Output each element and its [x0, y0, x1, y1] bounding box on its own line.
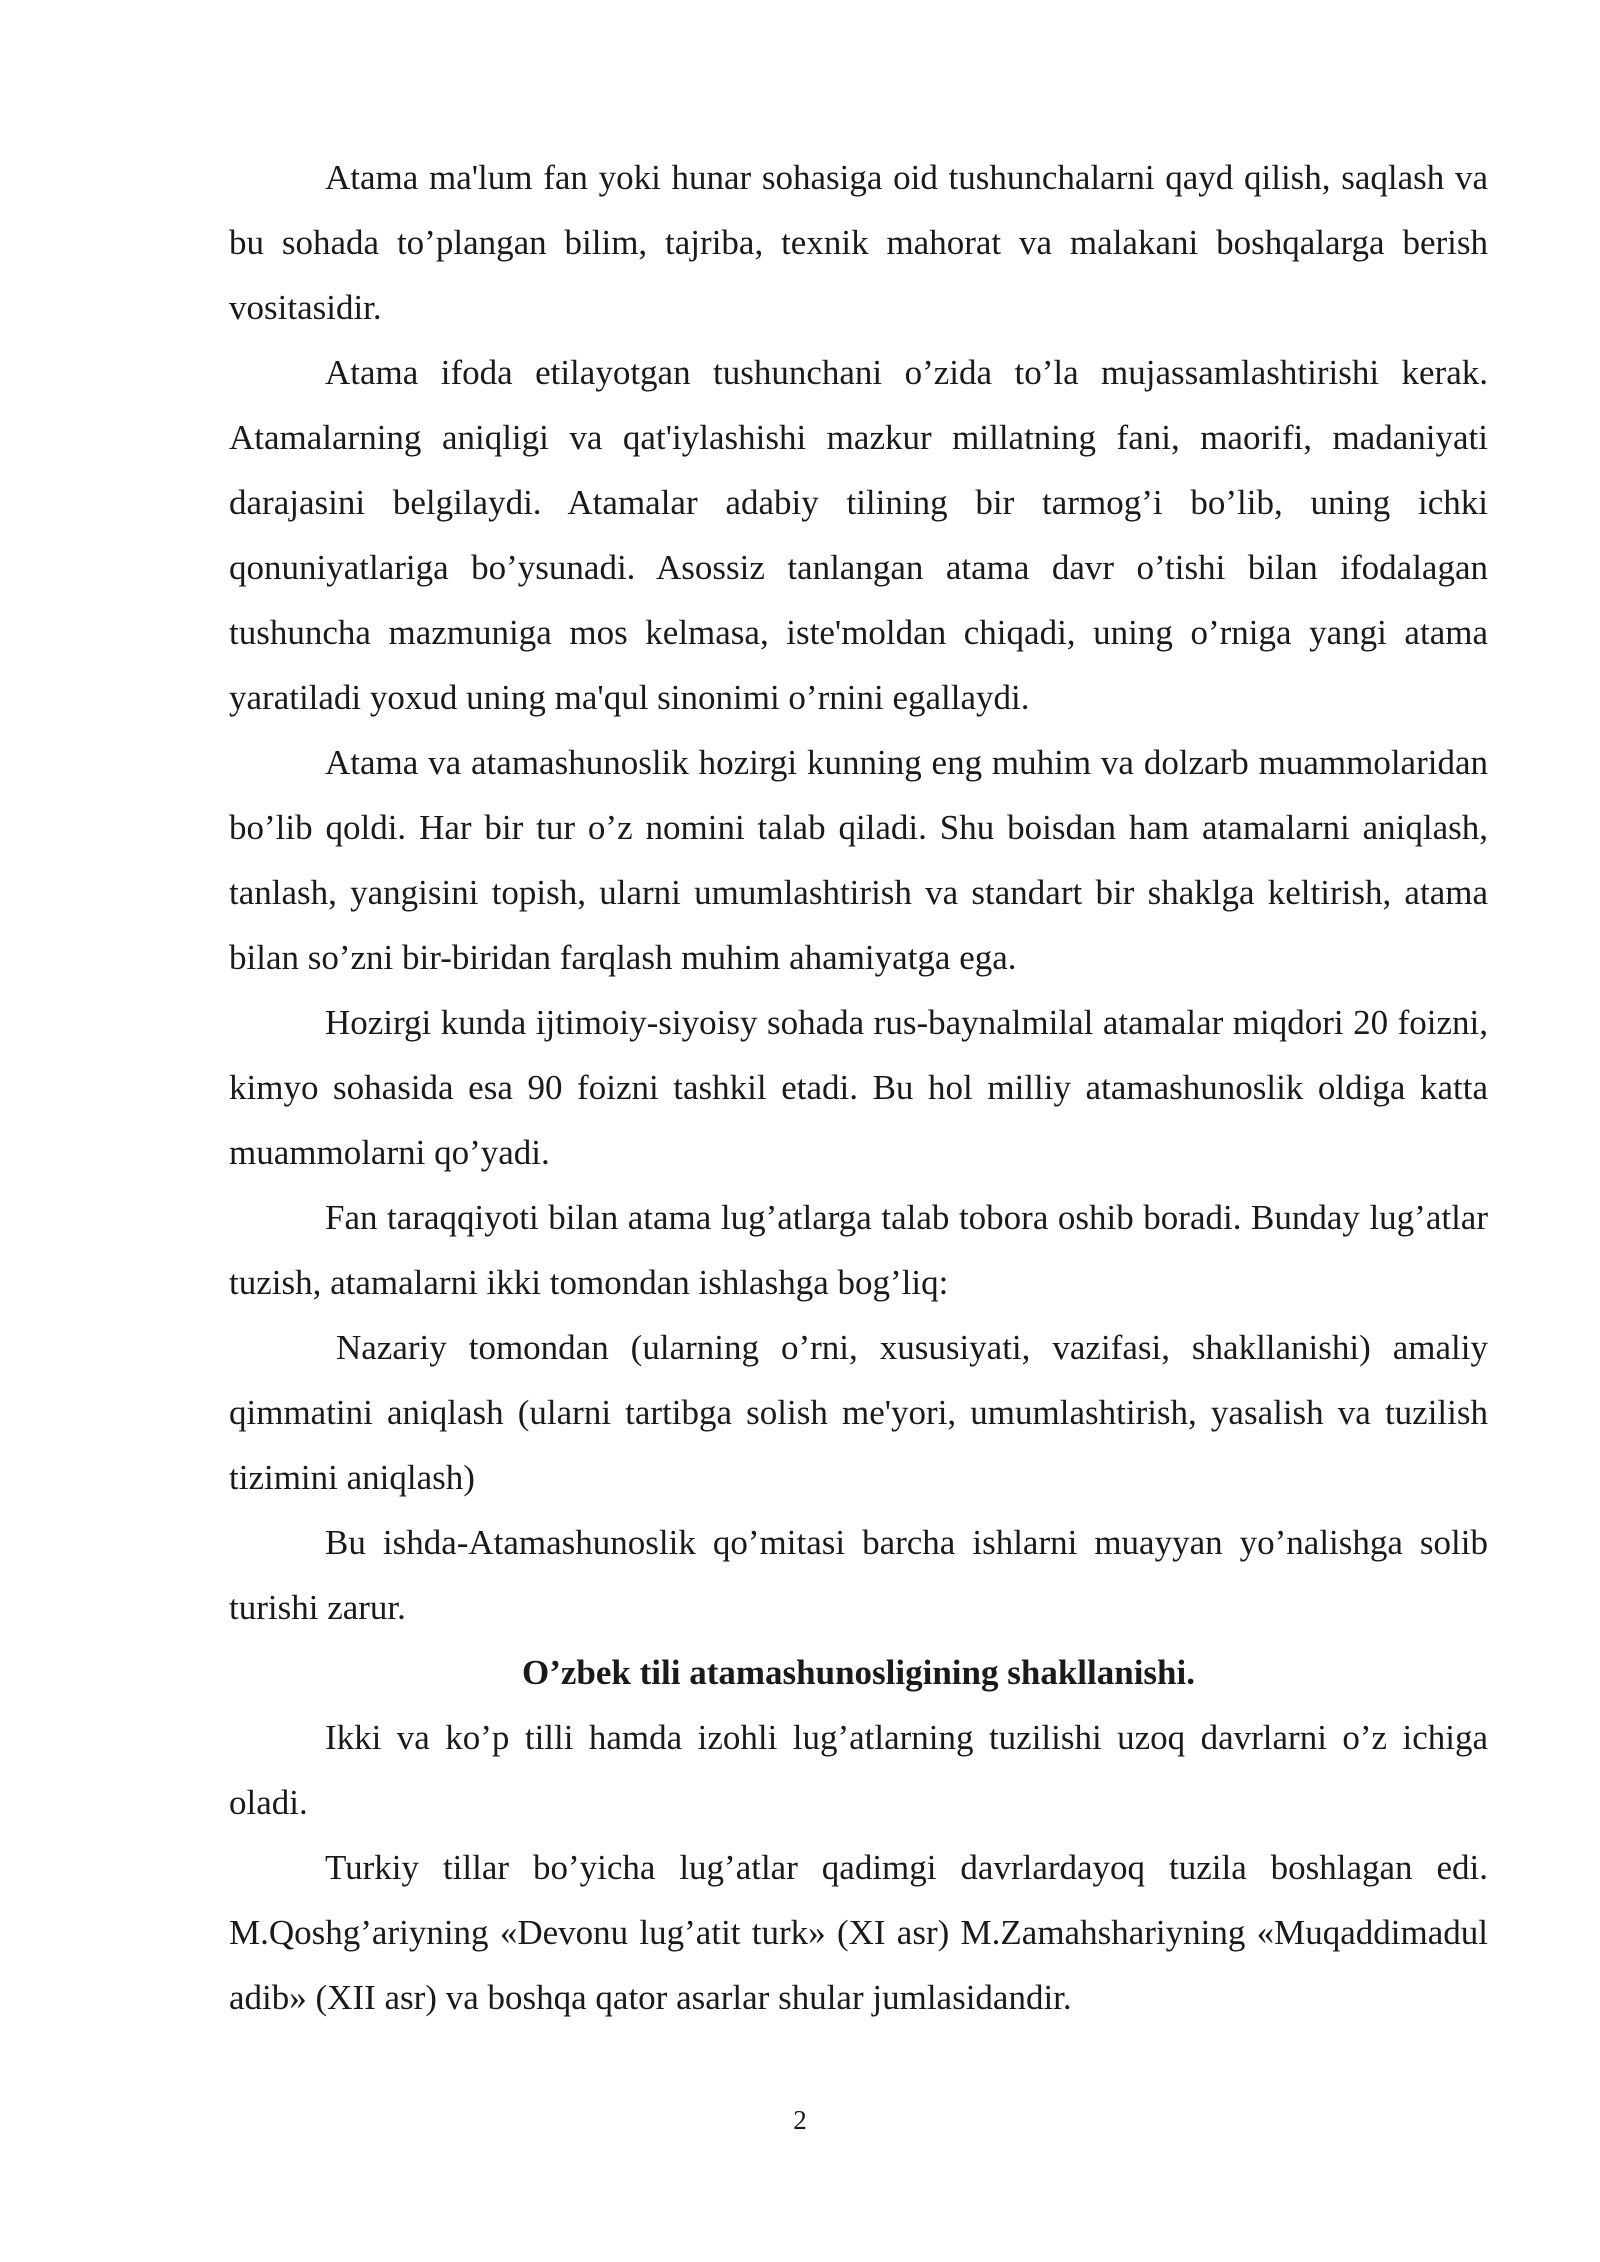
page-body: [229, 145, 1488, 2030]
paragraph-atama-concept: Atama ifoda etilayotgan tushunchani o’zida to’la mujassamlashtirishi kerak. Atamalarning aniqligi va qat'iylashishi mazkur millatning fani, maorifi, madaniyati darajasini belgilaydi. Atamalar adabiy tilining bir tarmog’i bo’lib, uning ichki qonuniyatlariga bo’ysunadi. Asossiz tanlangan atama davr o’tishi bilan ifodalagan tushuncha mazmuniga mos kelmasa, iste'moldan chiqadi, uning o’rniga yangi atama yaratiladi yoxud uning ma'qul sinonimi o’rnini egallaydi.: [229, 353, 1488, 717]
paragraph-atama-definition: Atama ma'lum fan yoki hunar sohasiga oid tushunchalarni qayd qilish, saqlash va bu sohada to’plangan bilim, tajriba, texnik mahorat va malakani boshqalarga berish vositasidir.: [229, 158, 1488, 327]
paragraph-committee: Bu ishda-Atamashunoslik qo’mitasi barcha ishlarni muayyan yo’nalishga solib turishi zarur.: [229, 1523, 1488, 1627]
page-number: 2: [793, 2105, 807, 2135]
paragraph-turkic-dictionaries: Turkiy tillar bo’yicha lug’atlar qadimgi davrlardayoq tuzila boshlagan edi. M.Qoshg’ariyning «Devonu lug’atit turk» (XI asr) M.Zamahshariyning «Muqaddimadul adib» (XII asr) va boshqa qator asarlar shular jumlasidandir.: [229, 1848, 1488, 2017]
section-heading: O’zbek tili atamashunosligining shakllanishi.: [522, 1653, 1195, 1692]
paragraph-dictionary-demand: Fan taraqqiyoti bilan atama lug’atlarga talab tobora oshib boradi. Bunday lug’atlar tuzish, atamalarni ikki tomondan ishlashga bog’liq:: [229, 1198, 1488, 1302]
paragraph-dictionaries-history: Ikki va ko’p tilli hamda izohli lug’atlarning tuzilishi uzoq davrlarni o’z ichiga oladi.: [229, 1718, 1488, 1822]
paragraph-international-terms: Hozirgi kunda ijtimoiy-siyoisy sohada rus-baynalmilal atamalar miqdori 20 foizni, kimyo sohasida esa 90 foizni tashkil etadi. Bu hol milliy atamashunoslik oldiga katta muammolarni qo’yadi.: [229, 1003, 1488, 1172]
paragraph-atamashunoslik-problems: Atama va atamashunoslik hozirgi kunning eng muhim va dolzarb muammolaridan bo’lib qoldi. Har bir tur o’z nomini talab qiladi. Shu boisdan ham atamalarni aniqlash, tanlash, yangisini topish, ularni umumlashtirish va standart bir shaklga keltirish, atama bilan so’zni bir-biridan farqlash muhim ahamiyatga ega.: [229, 743, 1488, 977]
paragraph-theoretical-side: Nazariy tomondan (ularning o’rni, xususiyati, vazifasi, shakllanishi) amaliy qimmatini aniqlash (ularni tartibga solish me'yori, umumlashtirish, yasalish va tuzilish tizimini aniqlash): [229, 1328, 1488, 1497]
